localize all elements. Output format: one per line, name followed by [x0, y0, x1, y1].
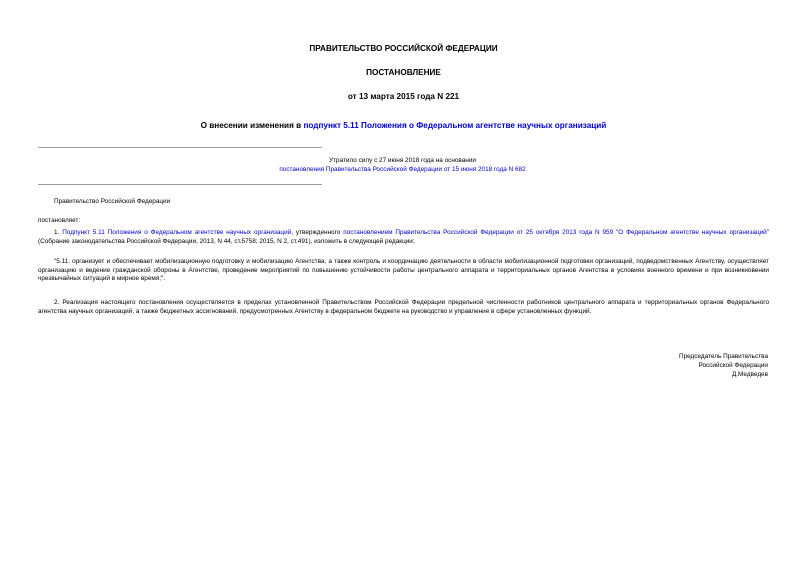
document-date-number: от 13 марта 2015 года N 221	[347, 92, 460, 101]
status-note-link[interactable]: постановления Правительства Российской Федерации от 15 июня 2018 года N 682	[279, 165, 526, 173]
status-note-text: Утратило силу с 27 июня 2018 года на основании	[329, 157, 476, 164]
signature-name: Д.Медведев	[731, 371, 768, 378]
status-note	[230, 157, 575, 174]
divider-bottom	[38, 184, 322, 185]
document-type: ПОСТАНОВЛЕНИЕ	[366, 68, 441, 77]
document-title-link[interactable]: подпункт 5.11 Положения о Федеральном агентстве научных организаций	[303, 121, 607, 130]
subparagraph-link[interactable]: Подпункт 5.11 Положения о Федеральном агентстве научных организаций	[62, 229, 292, 236]
paragraph-1-middle: , утвержденного	[291, 229, 344, 236]
divider-top	[38, 147, 322, 148]
issuer-text: Правительство Российской Федерации	[54, 198, 171, 205]
quoted-amendment: "5.11. организует и обеспечивает мобилизационную подготовку и мобилизацию Агентства, а также контроль и координацию деятельности в области мобилизационной подготовки организаций, подведомственных Агентству, осуществляет организацию и ведение гражданской обороны в Агентстве, проведение мероприятий по повышению устойчивости работы центрального аппарата и территориальных органов Агентства в условиях военного времени и при возникновении чрезвычайных ситуаций в мирное время;".	[38, 258, 769, 283]
paragraph-1-end: (Собрание законодательства Российской Федерации, 2013, N 44, ст.5758; 2015, N 2, ст.491), изложить в следующей редакции:	[38, 237, 415, 245]
document-title-prefix: О внесении изменения в	[200, 121, 304, 130]
signature-country: Российской Федерации	[698, 362, 768, 369]
paragraph-2: 2. Реализация настоящего постановления осуществляется в пределах установленной Правительством Российской Федерации предельной численности работников центрального аппарата и территориальных органов Федерального агентства научных организаций, а также бюджетных ассигнований, предусмотренных Агентству в федеральном бюджете на руководство и управление в сфере установленных функций.	[38, 299, 769, 315]
government-heading: ПРАВИТЕЛЬСТВО РОССИЙСКОЙ ФЕДЕРАЦИИ	[309, 44, 498, 53]
decree-text: постановляет:	[38, 217, 81, 224]
paragraph-1-number: 1.	[54, 229, 63, 236]
signature-title: Председатель Правительства	[679, 353, 768, 360]
document-title	[0, 121, 807, 130]
resolution-959-link[interactable]: постановлением Правительства Российской Федерации от 25 октября 2013 года N 959 "О Федеральном агентстве научных организаций"	[343, 229, 770, 236]
paragraph-1	[38, 229, 769, 246]
